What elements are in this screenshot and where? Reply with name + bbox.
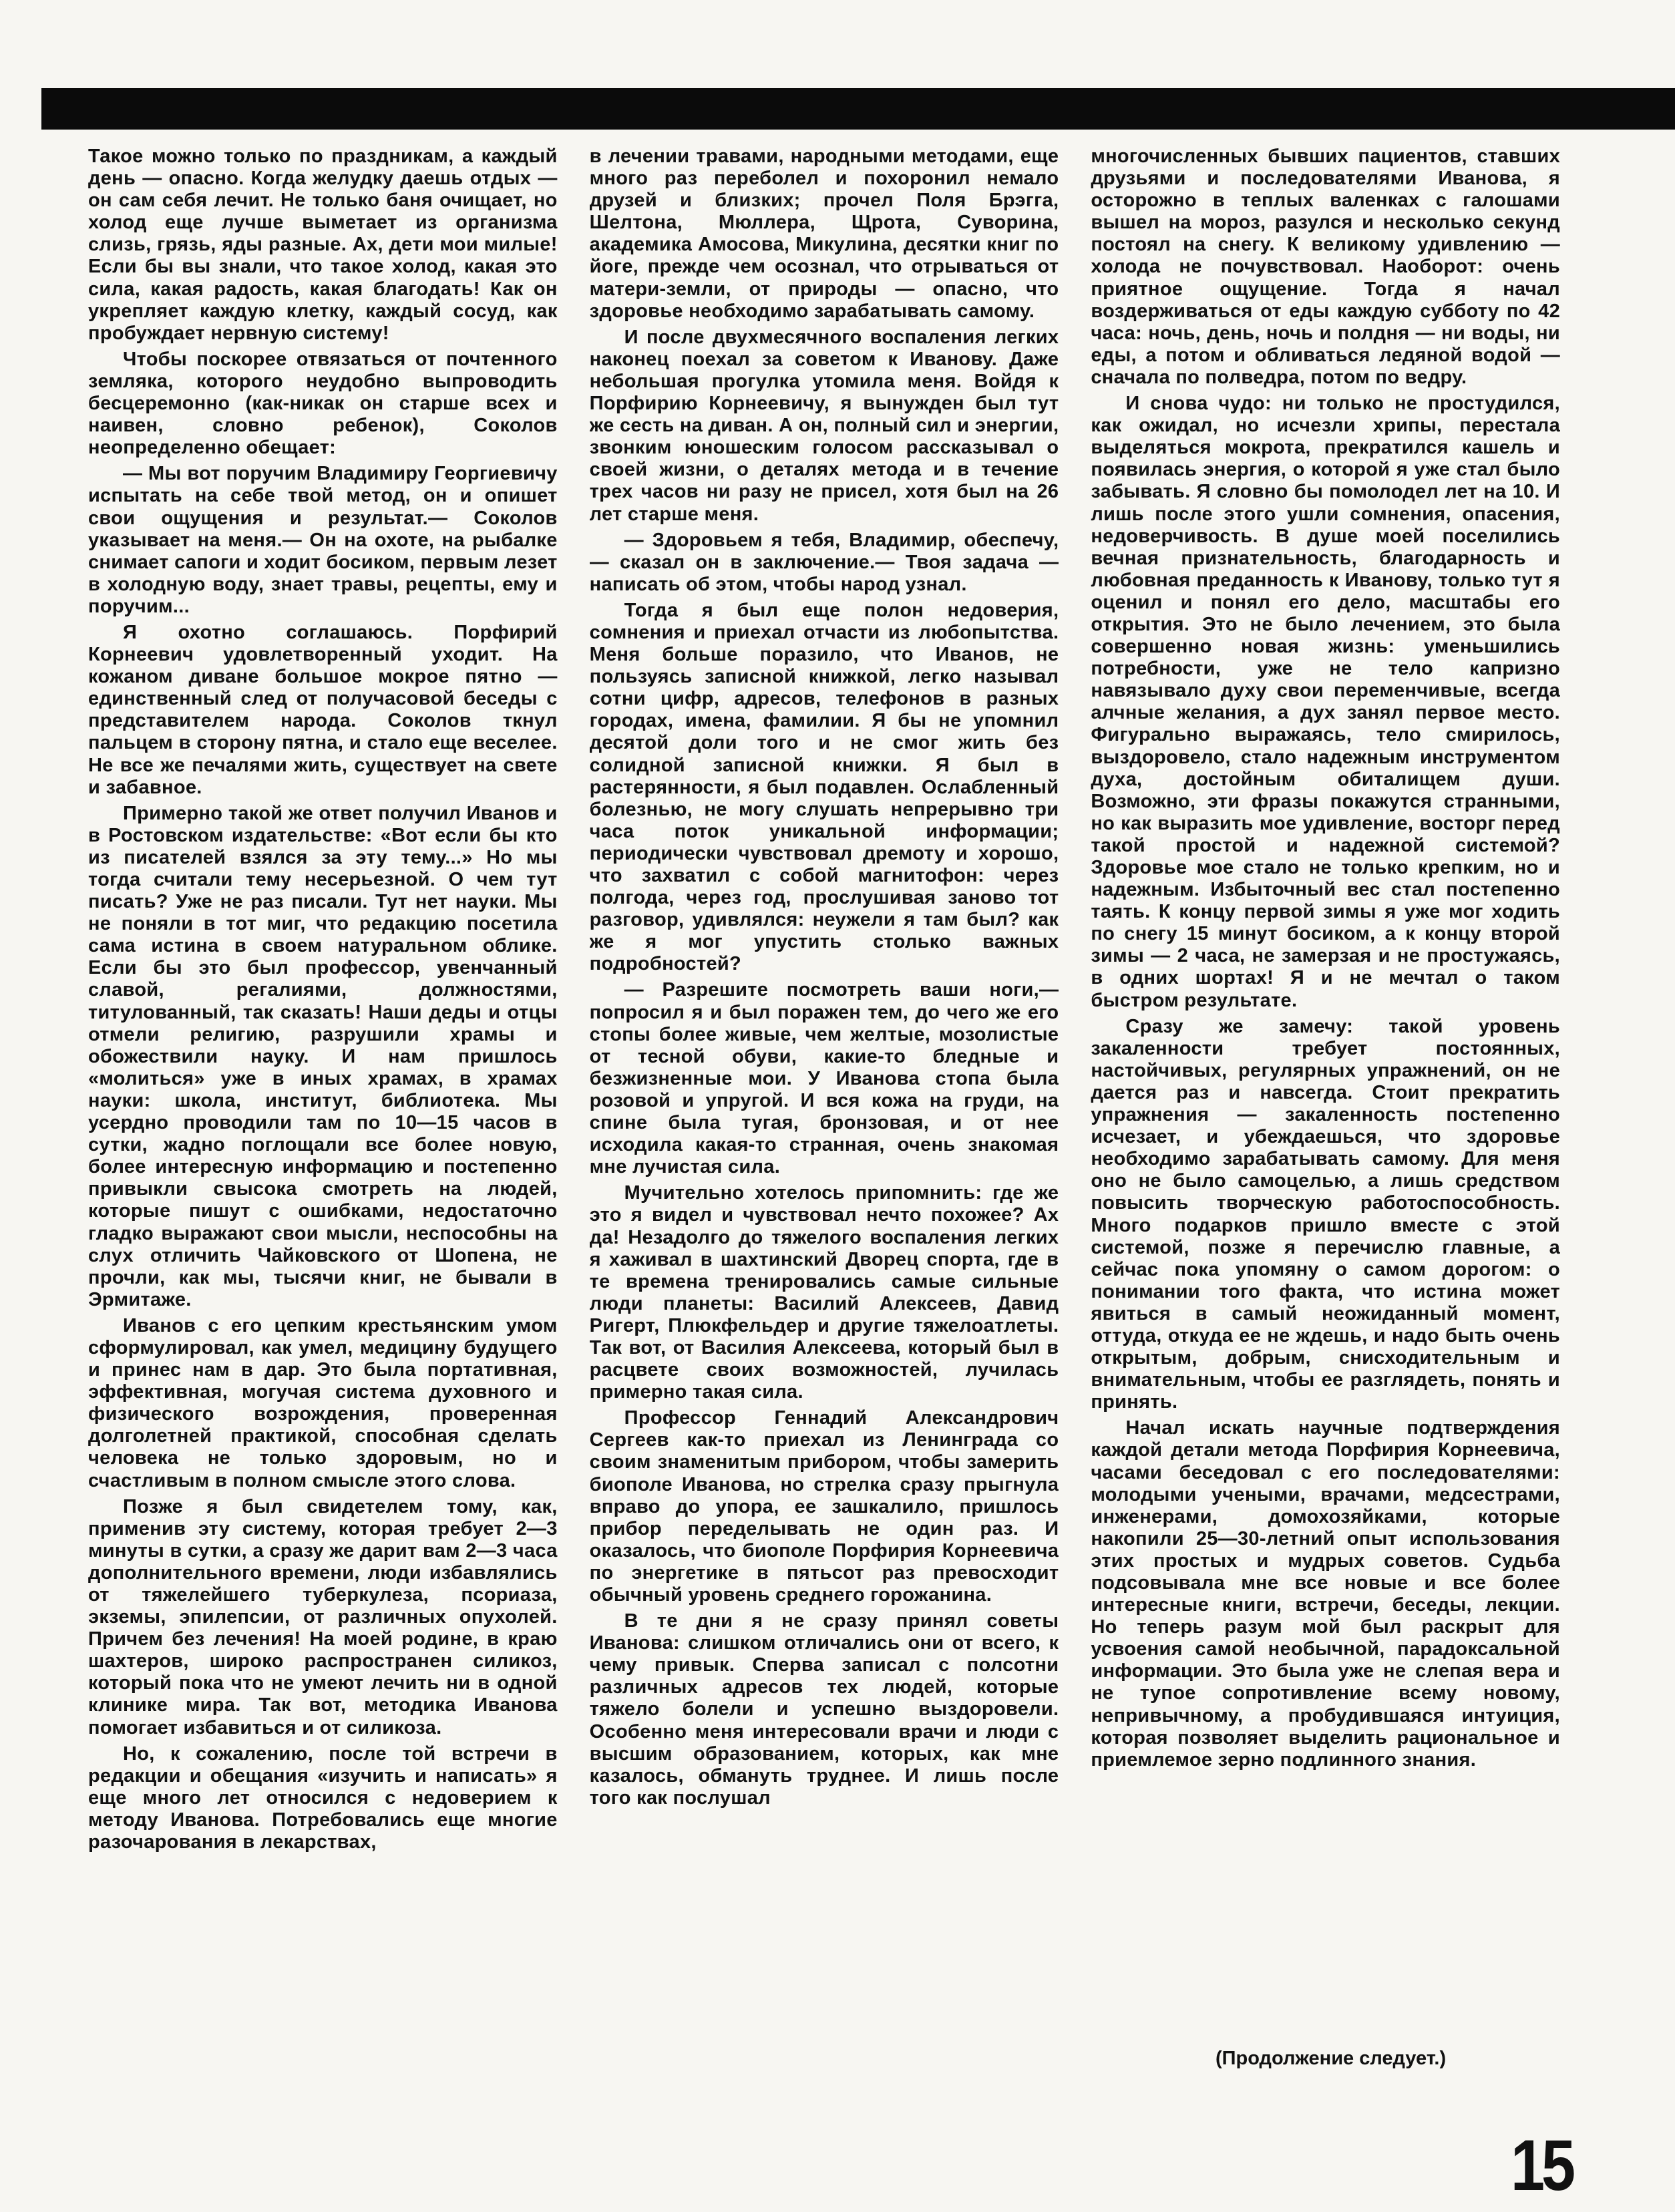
continued-note: (Продолжение следует.) [1216,2048,1447,2069]
paragraph: в лечении травами, народными методами, еще много раз переболел и похоронил немало друзей и близких; прочел Поля Брэгга, Шелтона, Мюллера, Щрота, Суворина, академика Амосова, Микулина, десятки книг по йоге, прежде чем осознал, что отрываться от матери-земли, от природы — опасно, что здоровье необходимо зарабатывать самому. [589,146,1059,322]
paragraph: — Мы вот поручим Владимиру Георгиевичу испытать на себе твой метод, он и опишет свои ощущения и результат.— Соколов указывает на меня.— Он на охоте, на рыбалке снимает сапоги и ходит босиком, первым лезет в холодную воду, знает травы, рецепты, ему и поручим... [88,463,558,617]
paragraph: Но, к сожалению, после той встречи в редакции и обещания «изучить и написать» я еще много лет относился с недоверием к методу Иванова. Потребовались еще многие разочарования в лекарствах, [88,1742,558,1853]
paragraph: — Здоровьем я тебя, Владимир, обеспечу,— сказал он в заключение.— Твоя задача — написать об этом, чтобы народ узнал. [589,529,1059,595]
paragraph: Я охотно соглашаюсь. Порфирий Корнеевич удовлетворенный уходит. На кожаном диване большое мокрое пятно — единственный след от получасовой беседы с представителем народа. Соколов ткнул пальцем в сторону пятна, и стало еще веселее. Не все же печалями жить, существует на свете и забавное. [88,621,558,798]
column-2 [590,146,1059,2069]
column-3 [1091,146,1560,2069]
paragraph: Тогда я был еще полон недоверия, сомнения и приехал отчасти из любопытства. Меня больше поразило, что Иванов, не пользуясь записной книжкой, легко называл сотни цифр, адресов, телефонов в разных городах, имена, фамилии. Я бы не упомнил десятой доли того и не смог жить без солидной записной книжки. Я был в растерянности, я был подавлен. Ослабленный болезнью, не могу слушать непрерывно три часа поток уникальной информации; периодически чувствовал дремоту и хорошо, что захватил с собой магнитофон: через полгода, через год, прослушивая заново тот разговор, удивлялся: неужели я там был? как же я мог упустить столько важных подробностей? [589,599,1059,975]
paragraph: Чтобы поскорее отвязаться от почтенного земляка, которого неудобно выпроводить бесцеремонно (как-никак он старше всех и наивен, словно ребенок), Соколов неопределенно обещает: [88,348,558,459]
paragraph: И снова чудо: ни только не простудился, как ожидал, но исчезли хрипы, перестала выделяться мокрота, прекратился кашель и появилась энергия, о которой я уже стал было забывать. Я словно бы помолодел лет на 10. И лишь после этого ушли сомнения, опасения, недоверчивость. В душе моей поселились вечная признательность, благодарность и любовная преданность к Иванову, только тут я оценил и понял его дело, масштабы его открытия. Это не было лечением, это была совершенно новая жизнь: уменьшились потребности, уже не тело капризно навязывало духу свои переменчивые, всегда алчные желания, а дух занял первое место. Фигурально выражаясь, тело смирилось, выздоровело, стало надежным инструментом духа, достойным обиталищем души. Возможно, эти фразы покажутся странными, но как выразить мое удивление, восторг перед такой простой и надежной системой? Здоровье мое стало не только крепким, но и надежным. Избыточный вес стал постепенно таять. К концу первой зимы я уже мог ходить по снегу 15 минут босиком, а к концу второй зимы — 2 часа, не замерзая и не простужаясь, в одних шортах! Я и не мечтал о таком быстром результате. [1091,393,1561,1011]
page-number: 15 [1511,2125,1572,2205]
article-body [88,146,1560,2069]
paragraph: — Разрешите посмотреть ваши ноги,— попросил я и был поражен тем, до чего же его стопы более живые, чем желтые, мозолистые от тесной обуви, какие-то бледные и безжизненные мои. У Иванова стопа была розовой и упругой. И вся кожа на груди, на спине была тугая, бронзовая, и от нее исходила какая-то странная, очень знакомая мне лучистая сила. [589,979,1059,1178]
header-rule [41,88,1675,130]
paragraph: И после двухмесячного воспаления легких наконец поехал за советом к Иванову. Даже небольшая прогулка утомила меня. Войдя к Порфирию Корнеевичу, я вынужден был тут же сесть на диван. А он, полный сил и энергии, звонким юношеским голосом рассказывал о своей жизни, о деталях метода и в течение трех часов ни разу не присел, хотя был на 26 лет старше меня. [589,326,1059,525]
paragraph: Мучительно хотелось припомнить: где же это я видел и чувствовал нечто похожее? Ах да! Незадолго до тяжелого воспаления легких я хаживал в шахтинский Дворец спорта, где в те времена тренировались самые сильные люди планеты: Василий Алексеев, Давид Ригерт, Плюкфельдер и другие тяжелоатлеты. Так вот, от Василия Алексеева, который был в расцвете своих возможностей, лучилась примерно такая сила. [589,1182,1059,1403]
paragraph: Начал искать научные подтверждения каждой детали метода Порфирия Корнеевича, часами беседовал с его последователями: молодыми учеными, врачами, медсестрами, инженерами, домохозяйками, которые накопили 25—30-летний опыт использования этих простых и мудрых советов. Судьба подсовывала мне все новые и все более интересные книги, встречи, беседы, лекции. Но теперь разум мой был раскрыт для усвоения самой необычной, парадоксальной информации. Это была уже не слепая вера и не тупое сопротивление всему новому, непривычному, а пробудившаяся интуиция, которая позволяет выделить рациональное и приемлемое зерно подлинного знания. [1091,1417,1561,1771]
paragraph: Примерно такой же ответ получил Иванов и в Ростовском издательстве: «Вот если бы кто из писателей взялся за эту тему...» Но мы тогда считали тему несерьезной. О чем тут писать? Уже не раз писали. Тут нет науки. Мы не поняли в тот миг, что редакцию посетила сама истина в своем натуральном облике. Если бы это был профессор, увенчанный славой, регалиями, должностями, титулованный, так сказать! Наши деды и отцы отмели религию, разрушили храмы и обожествили науку. И нам пришлось «молиться» уже в иных храмах, в храмах науки: школа, институт, библиотека. Мы усердно проводили там по 10—15 часов в сутки, жадно поглощали все более новую, более интересную информацию и постепенно привыкли свысока смотреть на людей, которые пишут с ошибками, недостаточно гладко выражают свои мысли, неспособны на слух отличить Чайковского от Шопена, не прочли, как мы, тысячи книг, не бывали в Эрмитаже. [88,802,558,1310]
paragraph: Позже я был свидетелем тому, как, применив эту систему, которая требует 2—3 минуты в сутки, а сразу же дарит вам 2—3 часа дополнительного времени, люди избавлялись от тяжелейшего туберкулеза, псориаза, экземы, эпилепсии, от различных опухолей. Причем без лечения! На моей родине, в краю шахтеров, широко распространен силикоз, который пока что не умеют лечить ни в одной клинике мира. Так вот, методика Иванова помогает избавиться и от силикоза. [88,1495,558,1738]
paragraph: Иванов с его цепким крестьянским умом сформулировал, как умел, медицину будущего и принес нам в дар. Это была портативная, эффективная, могучая система духовного и физического возрождения, проверенная долголетней практикой, способная сделать человека не только здоровым, но и счастливым в полном смысле этого слова. [88,1314,558,1491]
paragraph: Такое можно только по праздникам, а каждый день — опасно. Когда желудку даешь отдых — он сам себя лечит. Не только баня очищает, но холод еще лучше выметает из организма слизь, грязь, яды разные. Ах, дети мои милые! Если бы вы знали, что такое холод, какая это сила, какая радость, какая благодать! Как он укрепляет каждую клетку, каждый сосуд, как пробуждает нервную систему! [88,146,558,344]
paragraph: В те дни я не сразу принял советы Иванова: слишком отличались они от всего, к чему привык. Сперва записал с полсотни различных адресов тех людей, которые тяжело болели и успешно выздоровели. Особенно меня интересовали врачи и люди с высшим образованием, которых, как мне казалось, обмануть труднее. И лишь после того как послушал [589,1610,1059,1809]
paragraph: многочисленных бывших пациентов, ставших друзьями и последователями Иванова, я осторожно в теплых валенках с галошами вышел на мороз, разулся и несколько секунд постоял на снегу. К великому удивлению — холода не почувствовал. Наоборот: очень приятное ощущение. Тогда я начал воздерживаться от еды каждую субботу по 42 часа: ночь, день, ночь и полдня — ни воды, ни еды, а потом и обливаться ледяной водой — сначала по полведра, потом по ведру. [1091,146,1561,388]
paragraph: Сразу же замечу: такой уровень закаленности требует постоянных, настойчивых, регулярных упражнений, он не дается раз и навсегда. Стоит прекратить упражнения — закаленность постепенно исчезает, и убеждаешься, что здоровье необходимо зарабатывать самому. Для меня оно не было самоцелью, а лишь средством повысить творческую работоспособность. Много подарков пришло вместе с этой системой, позже я перечислю главные, а сейчас пока упомяну о самом дорогом: о понимании того факта, что истина может явиться в самый неожиданный момент, оттуда, откуда ее не ждешь, и надо быть очень открытым, добрым, снисходительным и внимательным, чтобы ее разглядеть, понять и принять. [1091,1015,1561,1413]
column-1 [88,146,558,2069]
paragraph: Профессор Геннадий Александрович Сергеев как-то приехал из Ленинграда со своим знаменитым прибором, чтобы замерить биополе Иванова, но стрелка сразу прыгнула вправо до упора, ее зашкалило, пришлось прибор переделывать не один раз. И оказалось, что биополе Порфирия Корнеевича по энергетике в пятьсот раз превосходит обычный уровень среднего горожанина. [589,1407,1059,1606]
